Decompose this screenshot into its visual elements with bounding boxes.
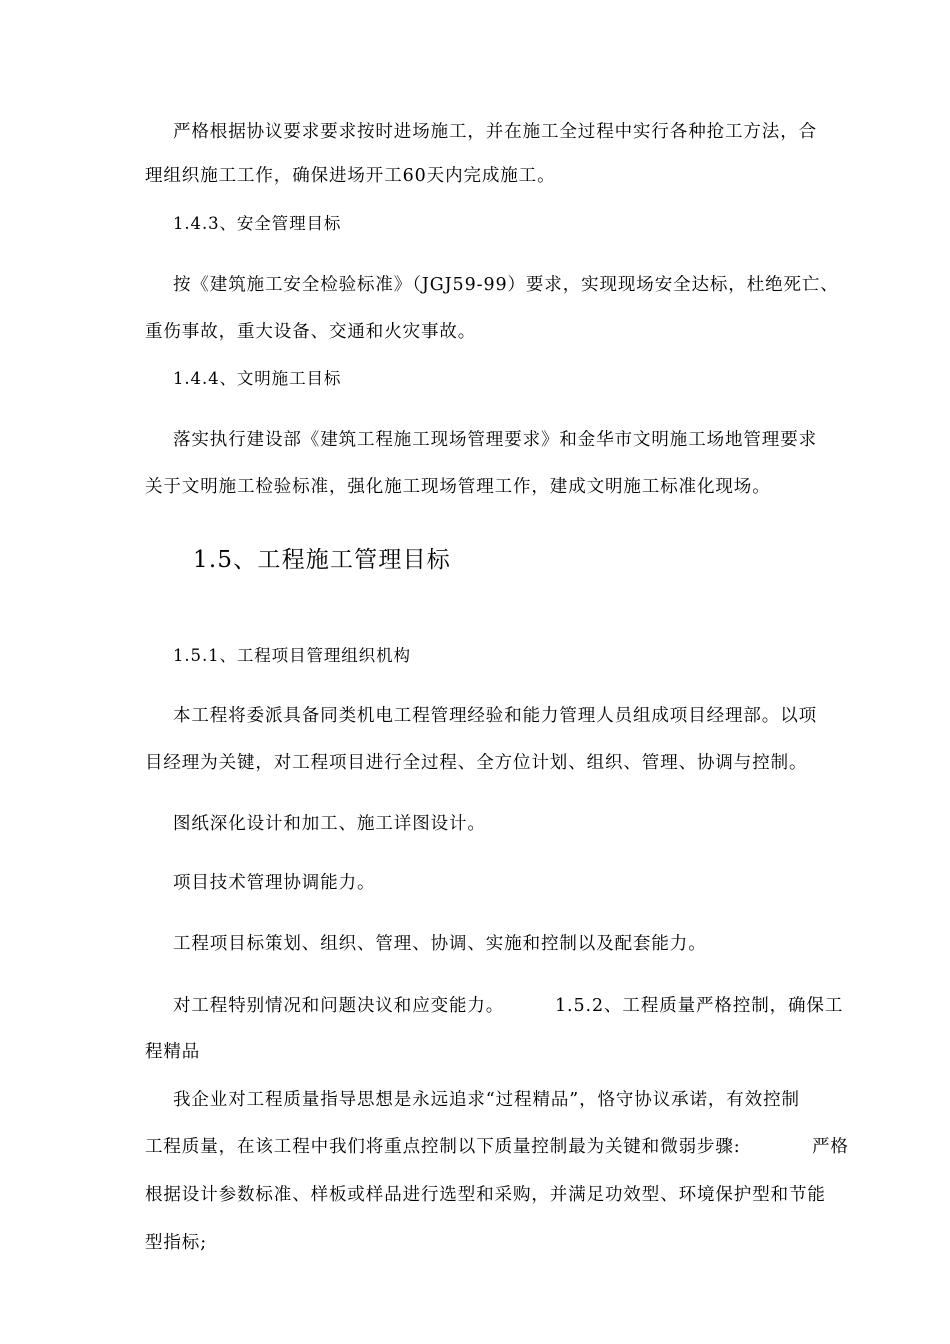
paragraph-line: 程精品 xyxy=(145,1042,201,1062)
paragraph-line: 本工程将委派具备同类机电工程管理经验和能力管理人员组成项目经理部。以项 xyxy=(173,706,817,726)
paragraph-line: 关于文明施工检验标准，强化施工现场管理工作，建成文明施工标准化现场。 xyxy=(145,477,771,497)
paragraph-line: 严格 xyxy=(812,1137,849,1157)
section-heading-1-5-1: 1.5.1、工程项目管理组织机构 xyxy=(173,646,411,665)
paragraph-line: 工程项目标策划、组织、管理、协调、实施和控制以及配套能力。 xyxy=(173,934,707,954)
paragraph-line: 落实执行建设部《建筑工程施工现场管理要求》和金华市文明施工场地管理要求 xyxy=(173,430,817,450)
paragraph-line: 对工程特别情况和问题决议和应变能力。 xyxy=(173,996,505,1016)
paragraph-line: 项目技术管理协调能力。 xyxy=(173,873,376,893)
section-heading-1-4-3: 1.4.3、安全管理目标 xyxy=(173,214,342,233)
paragraph-line: 我企业对工程质量指导思想是永远追求“过程精品”，恪守协议承诺，有效控制 xyxy=(173,1090,800,1110)
paragraph-line: 按《建筑施工安全检验标准》（JGJ59-99）要求，实现现场安全达标，杜绝死亡、 xyxy=(173,275,839,295)
section-heading-1-4-4: 1.4.4、文明施工目标 xyxy=(173,369,342,388)
section-heading-1-5: 1.5、工程施工管理目标 xyxy=(193,547,451,573)
paragraph-line: 理组织施工工作，确保进场开工60天内完成施工。 xyxy=(145,166,556,186)
paragraph-line: 根据设计参数标准、样板或样品进行选型和采购，并满足功效型、环境保护型和节能 xyxy=(145,1185,826,1205)
paragraph-line: 重伤事故，重大设备、交通和火灾事故。 xyxy=(145,322,477,342)
paragraph-line: 严格根据协议要求要求按时进场施工，并在施工全过程中实行各种抢工方法，合 xyxy=(173,122,817,142)
section-heading-1-5-2: 1.5.2、工程质量严格控制，确保工 xyxy=(555,996,844,1016)
paragraph-line: 型指标; xyxy=(145,1233,207,1253)
paragraph-line: 图纸深化设计和加工、施工详图设计。 xyxy=(173,814,486,834)
paragraph-line: 工程质量，在该工程中我们将重点控制以下质量控制最为关键和微弱步骤: xyxy=(145,1137,741,1157)
paragraph-line: 目经理为关键，对工程项目进行全过程、全方位计划、组织、管理、协调与控制。 xyxy=(145,753,808,773)
